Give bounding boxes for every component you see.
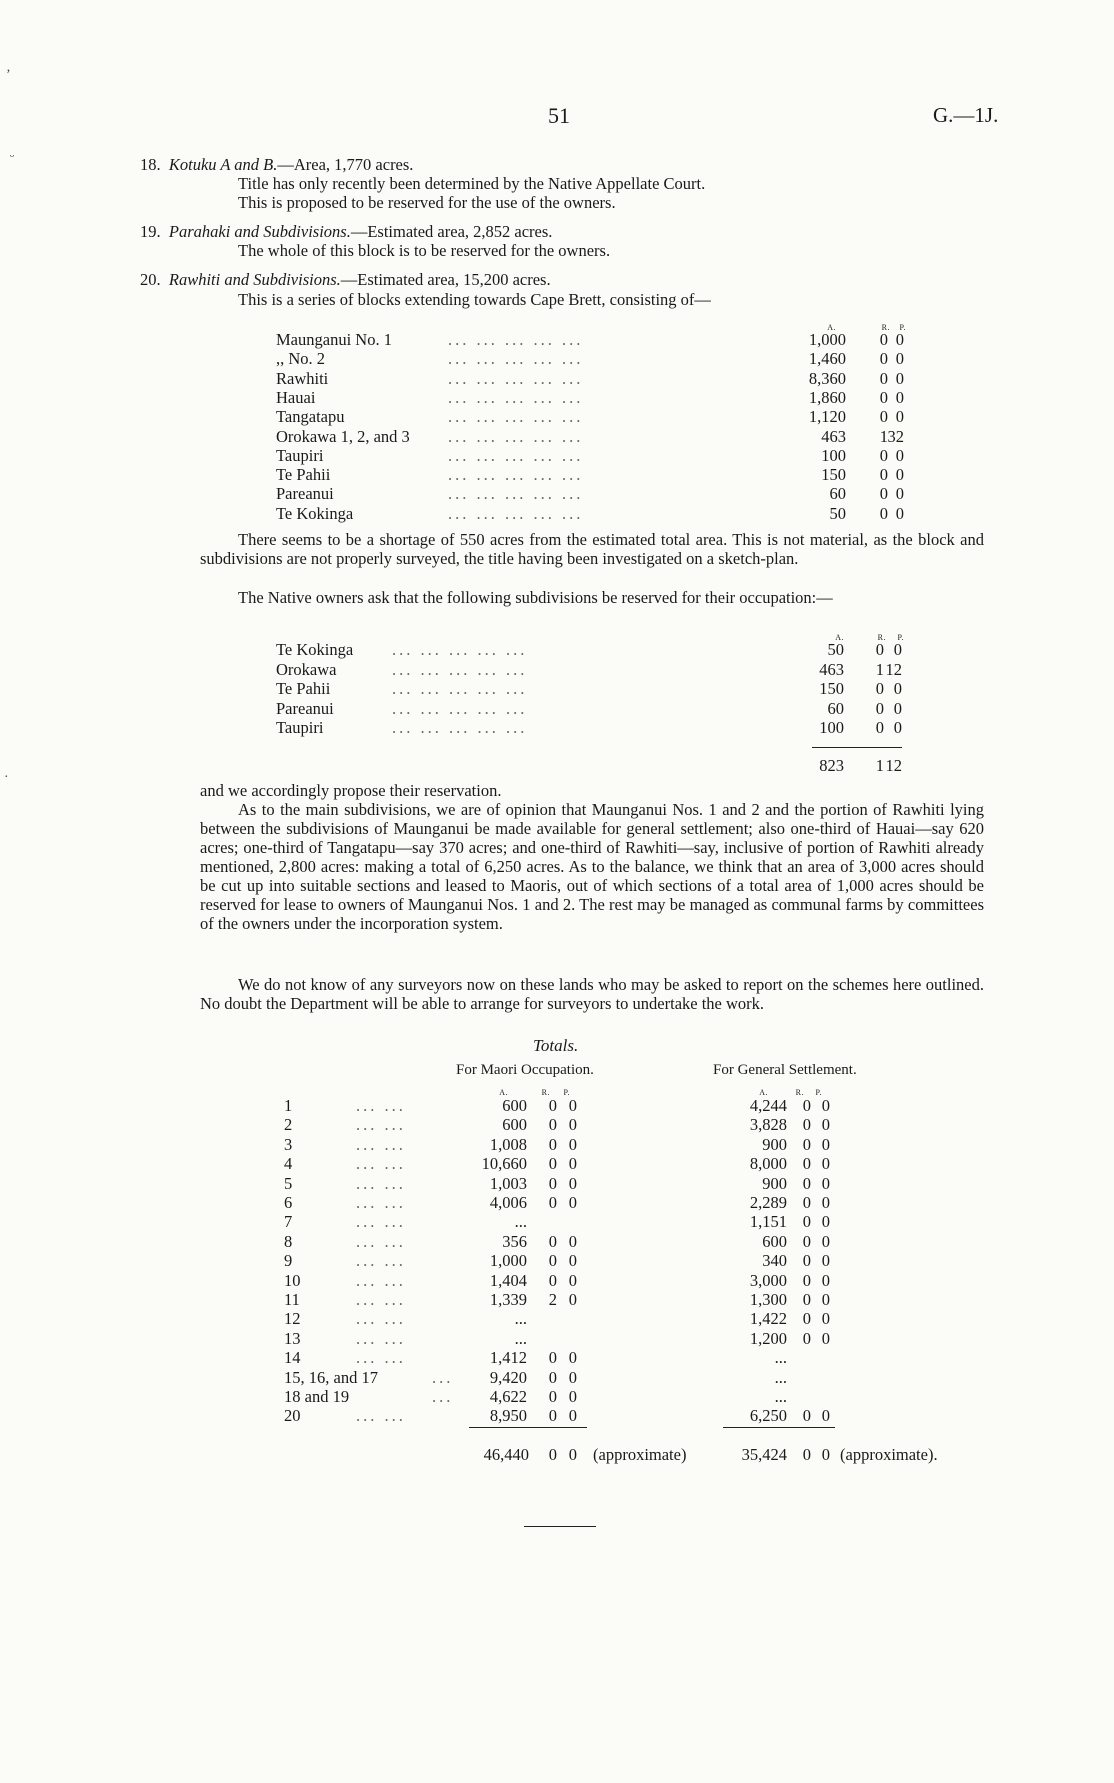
value-acres: 150 bbox=[821, 465, 846, 485]
section-line: Title has only recently been determined by the Native Appellate Court. bbox=[238, 174, 706, 193]
section-heading-19 bbox=[140, 222, 552, 241]
blocks-table-row bbox=[0, 465, 1114, 484]
dot-leaders: ... ... bbox=[356, 1212, 406, 1232]
totals-table-row bbox=[0, 1232, 1114, 1251]
dot-leaders: ... ... ... ... ... bbox=[448, 503, 584, 523]
totals-row-label: 11 bbox=[284, 1290, 300, 1309]
totals-table-row bbox=[0, 1096, 1114, 1115]
maori-roods: 0 bbox=[548, 1134, 557, 1154]
totals-row-label: 13 bbox=[284, 1328, 301, 1348]
maori-perches: 0 bbox=[568, 1134, 577, 1154]
value-roods: 0 bbox=[879, 349, 888, 369]
reserve-name: Taupiri bbox=[276, 718, 324, 737]
unit-acres: A. bbox=[759, 1088, 768, 1097]
general-roods: 0 bbox=[802, 1309, 811, 1329]
general-acres: 3,828 bbox=[749, 1115, 787, 1135]
maori-roods: 0 bbox=[548, 1096, 557, 1115]
scan-mark: ᵕ bbox=[10, 150, 15, 165]
block-name: Te Pahii bbox=[276, 465, 331, 485]
general-total-rule bbox=[723, 1427, 835, 1428]
value-perches: 0 bbox=[893, 718, 902, 737]
reserve-table-row bbox=[0, 679, 1114, 698]
general-roods: 0 bbox=[802, 1115, 811, 1135]
document-reference: G.—1J. bbox=[933, 103, 999, 127]
value-perches: 0 bbox=[895, 465, 904, 485]
value-acres: 50 bbox=[829, 503, 846, 523]
value-acres: 463 bbox=[819, 659, 844, 679]
value-roods: 0 bbox=[879, 407, 888, 427]
general-roods: 0 bbox=[802, 1328, 811, 1348]
value-acres: 1,120 bbox=[808, 407, 846, 427]
maori-perches: 0 bbox=[568, 1348, 577, 1368]
general-acres: 1,422 bbox=[749, 1309, 787, 1329]
totals-units-row bbox=[0, 1083, 1114, 1095]
maori-roods: 0 bbox=[548, 1193, 557, 1212]
general-perches: 0 bbox=[821, 1290, 830, 1309]
general-total-note: (approximate). bbox=[840, 1445, 938, 1464]
reserve-total-rule bbox=[812, 747, 902, 748]
totals-row-label: 20 bbox=[284, 1406, 301, 1426]
dot-leaders: ... ... ... ... ... bbox=[392, 718, 528, 737]
maori-acres: 600 bbox=[502, 1115, 527, 1135]
general-acres: 600 bbox=[762, 1231, 787, 1251]
general-perches: 0 bbox=[821, 1406, 830, 1426]
general-perches: 0 bbox=[821, 1173, 830, 1193]
dot-leaders: ... bbox=[432, 1367, 454, 1387]
unit-perches: P. bbox=[815, 1088, 822, 1097]
totals-table-row bbox=[0, 1251, 1114, 1270]
maori-acres: 8,950 bbox=[489, 1406, 527, 1426]
value-roods: 0 bbox=[879, 465, 888, 485]
dot-leaders: ... ... ... ... ... bbox=[448, 484, 584, 504]
totals-row-label: 14 bbox=[284, 1348, 301, 1368]
totals-row-label: 3 bbox=[284, 1134, 293, 1154]
reserve-total-row bbox=[0, 756, 1114, 775]
general-acres: ... bbox=[774, 1367, 787, 1387]
value-acres: 8,360 bbox=[808, 368, 846, 388]
block-name: Rawhiti bbox=[276, 368, 329, 388]
unit-perches: P. bbox=[563, 1088, 570, 1097]
dot-leaders: ... ... ... ... ... bbox=[392, 640, 528, 659]
value-perches: 0 bbox=[895, 330, 904, 349]
paragraph-accordingly: and we accordingly propose their reservation. bbox=[200, 781, 502, 800]
section-line: The whole of this block is to be reserved for the owners. bbox=[238, 241, 611, 260]
general-roods: 0 bbox=[802, 1406, 811, 1426]
general-perches: 0 bbox=[821, 1193, 830, 1212]
block-name: Te Kokinga bbox=[276, 503, 354, 523]
block-name: Tangatapu bbox=[276, 407, 345, 427]
value-acres: 60 bbox=[829, 484, 846, 504]
maori-perches: 0 bbox=[568, 1115, 577, 1135]
totals-table-row bbox=[0, 1290, 1114, 1309]
scan-mark: · bbox=[4, 770, 9, 785]
section-heading-rest: —Estimated area, 2,852 acres. bbox=[350, 222, 553, 241]
totals-table-row bbox=[0, 1387, 1114, 1406]
maori-total-note: (approximate) bbox=[593, 1445, 687, 1464]
blocks-table-row bbox=[0, 330, 1114, 349]
maori-perches: 0 bbox=[568, 1193, 577, 1212]
value-acres: 100 bbox=[821, 445, 846, 465]
general-roods: 0 bbox=[802, 1096, 811, 1115]
maori-total-roods: 0 bbox=[548, 1445, 557, 1464]
totals-table-row bbox=[0, 1406, 1114, 1425]
unit-roods: R. bbox=[541, 1088, 550, 1097]
general-roods: 0 bbox=[802, 1134, 811, 1154]
unit-acres: A. bbox=[827, 323, 836, 332]
blocks-table-row bbox=[0, 446, 1114, 465]
general-acres: 8,000 bbox=[749, 1154, 787, 1174]
totals-table-row bbox=[0, 1348, 1114, 1367]
dot-leaders: ... ... ... ... ... bbox=[392, 659, 528, 679]
unit-perches: P. bbox=[897, 633, 904, 642]
maori-acres: ... bbox=[514, 1212, 527, 1232]
value-acres: 823 bbox=[819, 756, 844, 775]
value-perches: 0 bbox=[893, 698, 902, 718]
general-perches: 0 bbox=[821, 1328, 830, 1348]
closing-rule bbox=[524, 1526, 596, 1527]
value-perches: 12 bbox=[885, 659, 902, 679]
reserve-table-row bbox=[0, 718, 1114, 737]
reserve-table-row bbox=[0, 640, 1114, 659]
value-acres: 150 bbox=[819, 679, 844, 698]
general-roods: 0 bbox=[802, 1173, 811, 1193]
dot-leaders: ... ... ... ... ... bbox=[448, 330, 584, 349]
general-acres: 1,200 bbox=[749, 1328, 787, 1348]
value-roods: 0 bbox=[875, 718, 884, 737]
general-acres: ... bbox=[774, 1348, 787, 1368]
totals-row-label: 6 bbox=[284, 1193, 293, 1212]
section-line: This is a series of blocks extending towards Cape Brett, consisting of— bbox=[238, 290, 711, 309]
value-acres: 1,000 bbox=[808, 330, 846, 349]
totals-row-label: 18 and 19 bbox=[284, 1387, 350, 1406]
maori-roods: 0 bbox=[548, 1406, 557, 1426]
dot-leaders: ... ... ... ... ... bbox=[392, 698, 528, 718]
general-acres: 1,151 bbox=[749, 1212, 787, 1232]
unit-acres: A. bbox=[499, 1088, 508, 1097]
totals-table-row bbox=[0, 1329, 1114, 1348]
totals-title: Totals. bbox=[533, 1036, 579, 1055]
blocks-table-row bbox=[0, 407, 1114, 426]
maori-perches: 0 bbox=[568, 1251, 577, 1271]
scan-mark: ‚ bbox=[6, 60, 11, 75]
dot-leaders: ... ... bbox=[356, 1193, 406, 1212]
unit-roods: R. bbox=[795, 1088, 804, 1097]
page-number: 51 bbox=[548, 103, 570, 128]
dot-leaders: ... ... bbox=[356, 1406, 406, 1426]
totals-row-label: 10 bbox=[284, 1270, 301, 1290]
value-roods: 1 bbox=[875, 756, 884, 775]
maori-acres: 1,008 bbox=[489, 1134, 527, 1154]
general-roods: 0 bbox=[802, 1290, 811, 1309]
value-roods: 0 bbox=[879, 330, 888, 349]
general-acres: 340 bbox=[762, 1251, 787, 1271]
dot-leaders: ... ... ... ... ... bbox=[448, 387, 584, 407]
general-perches: 0 bbox=[821, 1154, 830, 1174]
totals-table-row bbox=[0, 1174, 1114, 1193]
value-roods: 0 bbox=[879, 387, 888, 407]
totals-grand-total-row bbox=[0, 1445, 1114, 1464]
value-roods: 0 bbox=[879, 484, 888, 504]
maori-acres: 4,622 bbox=[489, 1387, 527, 1406]
dot-leaders: ... ... bbox=[356, 1328, 406, 1348]
value-perches: 0 bbox=[895, 387, 904, 407]
maori-acres: ... bbox=[514, 1309, 527, 1329]
totals-row-label: 1 bbox=[284, 1096, 293, 1115]
value-roods: 0 bbox=[879, 445, 888, 465]
blocks-table-row bbox=[0, 484, 1114, 503]
unit-roods: R. bbox=[877, 633, 886, 642]
general-acres: 3,000 bbox=[749, 1270, 787, 1290]
general-perches: 0 bbox=[821, 1212, 830, 1232]
reserve-units-row bbox=[0, 628, 1114, 640]
maori-perches: 0 bbox=[568, 1387, 577, 1406]
maori-acres: 1,339 bbox=[489, 1290, 527, 1309]
value-acres: 50 bbox=[827, 640, 844, 659]
unit-perches: P. bbox=[899, 323, 906, 332]
maori-acres: 9,420 bbox=[489, 1367, 527, 1387]
dot-leaders: ... ... bbox=[356, 1231, 406, 1251]
maori-roods: 0 bbox=[548, 1154, 557, 1174]
general-roods: 0 bbox=[802, 1212, 811, 1232]
section-number: 18. bbox=[140, 155, 161, 174]
dot-leaders: ... ... bbox=[356, 1115, 406, 1135]
general-acres: 1,300 bbox=[749, 1290, 787, 1309]
reserve-table-row bbox=[0, 660, 1114, 679]
totals-row-label: 12 bbox=[284, 1309, 301, 1329]
blocks-table-row bbox=[0, 369, 1114, 388]
general-acres: 900 bbox=[762, 1173, 787, 1193]
dot-leaders: ... ... ... ... ... bbox=[448, 465, 584, 485]
unit-acres: A. bbox=[835, 633, 844, 642]
block-name: Hauai bbox=[276, 387, 316, 407]
maori-acres: 1,003 bbox=[489, 1173, 527, 1193]
dot-leaders: ... ... bbox=[356, 1348, 406, 1368]
value-acres: 100 bbox=[819, 718, 844, 737]
value-perches: 12 bbox=[885, 756, 902, 775]
dot-leaders: ... ... ... ... ... bbox=[448, 368, 584, 388]
general-perches: 0 bbox=[821, 1134, 830, 1154]
general-roods: 0 bbox=[802, 1270, 811, 1290]
maori-acres: 4,006 bbox=[489, 1193, 527, 1212]
value-perches: 32 bbox=[887, 426, 904, 446]
maori-total-acres: 46,440 bbox=[483, 1445, 529, 1464]
value-acres: 60 bbox=[827, 698, 844, 718]
blocks-table-row bbox=[0, 349, 1114, 368]
reserve-name: Pareanui bbox=[276, 698, 334, 718]
general-total-perches: 0 bbox=[821, 1445, 830, 1464]
paragraph-shortage: There seems to be a shortage of 550 acres from the estimated total area. This is not material, as the block and subdivisions are not properly surveyed, the title having been investigated on a sketch-plan. bbox=[200, 530, 984, 568]
paragraph-owners-request: The Native owners ask that the following subdivisions be reserved for their occupation:— bbox=[238, 588, 833, 607]
maori-acres: 1,404 bbox=[489, 1270, 527, 1290]
dot-leaders: ... ... ... ... ... bbox=[448, 349, 584, 369]
general-perches: 0 bbox=[821, 1270, 830, 1290]
value-roods: 0 bbox=[879, 503, 888, 523]
section-title: Kotuku A and B. bbox=[168, 155, 278, 174]
general-roods: 0 bbox=[802, 1251, 811, 1271]
maori-acres: 1,000 bbox=[489, 1251, 527, 1271]
maori-perches: 0 bbox=[568, 1367, 577, 1387]
section-title: Rawhiti and Subdivisions. bbox=[168, 270, 341, 289]
value-acres: 463 bbox=[821, 426, 846, 446]
dot-leaders: ... ... bbox=[356, 1096, 406, 1115]
totals-table-row bbox=[0, 1212, 1114, 1231]
reserve-table-row bbox=[0, 699, 1114, 718]
dot-leaders: ... ... bbox=[356, 1290, 406, 1309]
totals-row-label: 7 bbox=[284, 1212, 293, 1232]
dot-leaders: ... ... bbox=[356, 1251, 406, 1271]
dot-leaders: ... ... bbox=[356, 1270, 406, 1290]
maori-roods: 0 bbox=[548, 1173, 557, 1193]
value-acres: 1,460 bbox=[808, 349, 846, 369]
reserve-name: Te Pahii bbox=[276, 679, 331, 698]
maori-acres: ... bbox=[514, 1328, 527, 1348]
value-perches: 0 bbox=[895, 407, 904, 427]
section-heading-rest: —Area, 1,770 acres. bbox=[277, 155, 414, 174]
blocks-table-row bbox=[0, 388, 1114, 407]
general-total-acres: 35,424 bbox=[741, 1445, 787, 1464]
value-perches: 0 bbox=[895, 484, 904, 504]
value-roods: 1 bbox=[875, 659, 884, 679]
value-roods: 0 bbox=[875, 698, 884, 718]
maori-acres: 356 bbox=[502, 1231, 527, 1251]
general-roods: 0 bbox=[802, 1231, 811, 1251]
value-roods: 0 bbox=[879, 368, 888, 388]
general-total-roods: 0 bbox=[802, 1445, 811, 1464]
general-acres: 2,289 bbox=[749, 1193, 787, 1212]
totals-table-row bbox=[0, 1115, 1114, 1134]
block-name: Pareanui bbox=[276, 484, 334, 504]
maori-acres: 1,412 bbox=[489, 1348, 527, 1368]
value-perches: 0 bbox=[895, 503, 904, 523]
paragraph-main-subdivisions: As to the main subdivisions, we are of opinion that Maunganui Nos. 1 and 2 and the portion of Rawhiti lying between the subdivisions of Maunganui be made available for general settlement; also one-third of Hauai—say 620 acres; one-third of Tangatapu—say 370 acres; and one-third of Rawhiti—say, inclusive of portion of Rawhiti already mentioned, 2,800 acres: making a total of 6,250 acres. As to the balance, we think that an area of 3,000 acres should be cut up into suitable sections and leased to Maoris, out of which sections of a total area of 1,000 acres should be reserved for lease to owners of Maunganui Nos. 1 and 2. The rest may be managed as communal farms by committees of the owners under the incorporation system. bbox=[200, 800, 984, 933]
value-perches: 0 bbox=[893, 679, 902, 698]
dot-leaders: ... ... bbox=[356, 1134, 406, 1154]
maori-roods: 0 bbox=[548, 1387, 557, 1406]
totals-table-row bbox=[0, 1193, 1114, 1212]
block-name: ,, No. 2 bbox=[276, 349, 326, 369]
general-roods: 0 bbox=[802, 1193, 811, 1212]
value-perches: 0 bbox=[895, 445, 904, 465]
blocks-table-row bbox=[0, 427, 1114, 446]
section-line: This is proposed to be reserved for the use of the owners. bbox=[238, 193, 616, 212]
maori-total-rule bbox=[469, 1427, 587, 1428]
unit-roods: R. bbox=[881, 323, 890, 332]
maori-acres: 10,660 bbox=[481, 1154, 527, 1174]
section-heading-18 bbox=[140, 155, 413, 174]
maori-roods: 0 bbox=[548, 1231, 557, 1251]
totals-row-label: 4 bbox=[284, 1154, 293, 1174]
maori-perches: 0 bbox=[568, 1270, 577, 1290]
totals-row-label: 15, 16, and 17 bbox=[284, 1367, 378, 1387]
general-roods: 0 bbox=[802, 1154, 811, 1174]
block-name: Taupiri bbox=[276, 445, 324, 465]
paragraph-surveyors: We do not know of any surveyors now on these lands who may be asked to report on the schemes here outlined. No doubt the Department will be able to arrange for surveyors to undertake the work. bbox=[200, 975, 984, 1013]
dot-leaders: ... ... ... ... ... bbox=[448, 445, 584, 465]
reserve-name: Te Kokinga bbox=[276, 640, 354, 659]
dot-leaders: ... ... ... ... ... bbox=[448, 426, 584, 446]
totals-table-row bbox=[0, 1368, 1114, 1387]
totals-table-row bbox=[0, 1135, 1114, 1154]
value-roods: 0 bbox=[875, 640, 884, 659]
maori-acres: 600 bbox=[502, 1096, 527, 1115]
general-perches: 0 bbox=[821, 1251, 830, 1271]
totals-col-general: For General Settlement. bbox=[713, 1062, 857, 1078]
general-perches: 0 bbox=[821, 1096, 830, 1115]
value-perches: 0 bbox=[893, 640, 902, 659]
dot-leaders: ... ... ... ... ... bbox=[392, 679, 528, 698]
maori-perches: 0 bbox=[568, 1173, 577, 1193]
totals-row-label: 5 bbox=[284, 1173, 293, 1193]
dot-leaders: ... ... bbox=[356, 1154, 406, 1174]
block-name: Orokawa 1, 2, and 3 bbox=[276, 426, 410, 446]
dot-leaders: ... ... bbox=[356, 1309, 406, 1329]
maori-perches: 0 bbox=[568, 1406, 577, 1426]
totals-table-row bbox=[0, 1154, 1114, 1173]
value-acres: 1,860 bbox=[808, 387, 846, 407]
general-acres: 4,244 bbox=[749, 1096, 787, 1115]
value-roods: 0 bbox=[875, 679, 884, 698]
totals-table-row bbox=[0, 1271, 1114, 1290]
section-heading-rest: —Estimated area, 15,200 acres. bbox=[340, 270, 551, 289]
dot-leaders: ... ... bbox=[356, 1173, 406, 1193]
value-perches: 0 bbox=[895, 368, 904, 388]
blocks-units-row bbox=[0, 318, 1114, 330]
section-heading-20 bbox=[140, 270, 551, 289]
general-acres: 900 bbox=[762, 1134, 787, 1154]
maori-perches: 0 bbox=[568, 1096, 577, 1115]
general-perches: 0 bbox=[821, 1231, 830, 1251]
maori-perches: 0 bbox=[568, 1231, 577, 1251]
maori-roods: 0 bbox=[548, 1348, 557, 1368]
reserve-name: Orokawa bbox=[276, 659, 337, 679]
value-roods: 1 bbox=[879, 426, 888, 446]
section-number: 20. bbox=[140, 270, 161, 289]
section-number: 19. bbox=[140, 222, 161, 241]
general-perches: 0 bbox=[821, 1309, 830, 1329]
general-perches: 0 bbox=[821, 1115, 830, 1135]
blocks-table-row bbox=[0, 504, 1114, 523]
value-perches: 0 bbox=[895, 349, 904, 369]
maori-roods: 0 bbox=[548, 1251, 557, 1271]
dot-leaders: ... bbox=[432, 1387, 454, 1406]
totals-col-maori: For Maori Occupation. bbox=[456, 1062, 594, 1078]
totals-row-label: 9 bbox=[284, 1251, 293, 1271]
maori-roods: 0 bbox=[548, 1367, 557, 1387]
general-acres: 6,250 bbox=[749, 1406, 787, 1426]
maori-total-perches: 0 bbox=[568, 1445, 577, 1464]
maori-roods: 0 bbox=[548, 1270, 557, 1290]
dot-leaders: ... ... ... ... ... bbox=[448, 407, 584, 427]
maori-perches: 0 bbox=[568, 1290, 577, 1309]
maori-roods: 2 bbox=[548, 1290, 557, 1309]
general-acres: ... bbox=[774, 1387, 787, 1406]
totals-row-label: 8 bbox=[284, 1231, 293, 1251]
totals-row-label: 2 bbox=[284, 1115, 293, 1135]
block-name: Maunganui No. 1 bbox=[276, 330, 392, 349]
maori-perches: 0 bbox=[568, 1154, 577, 1174]
maori-roods: 0 bbox=[548, 1115, 557, 1135]
section-title: Parahaki and Subdivisions. bbox=[168, 222, 351, 241]
totals-table-row bbox=[0, 1309, 1114, 1328]
